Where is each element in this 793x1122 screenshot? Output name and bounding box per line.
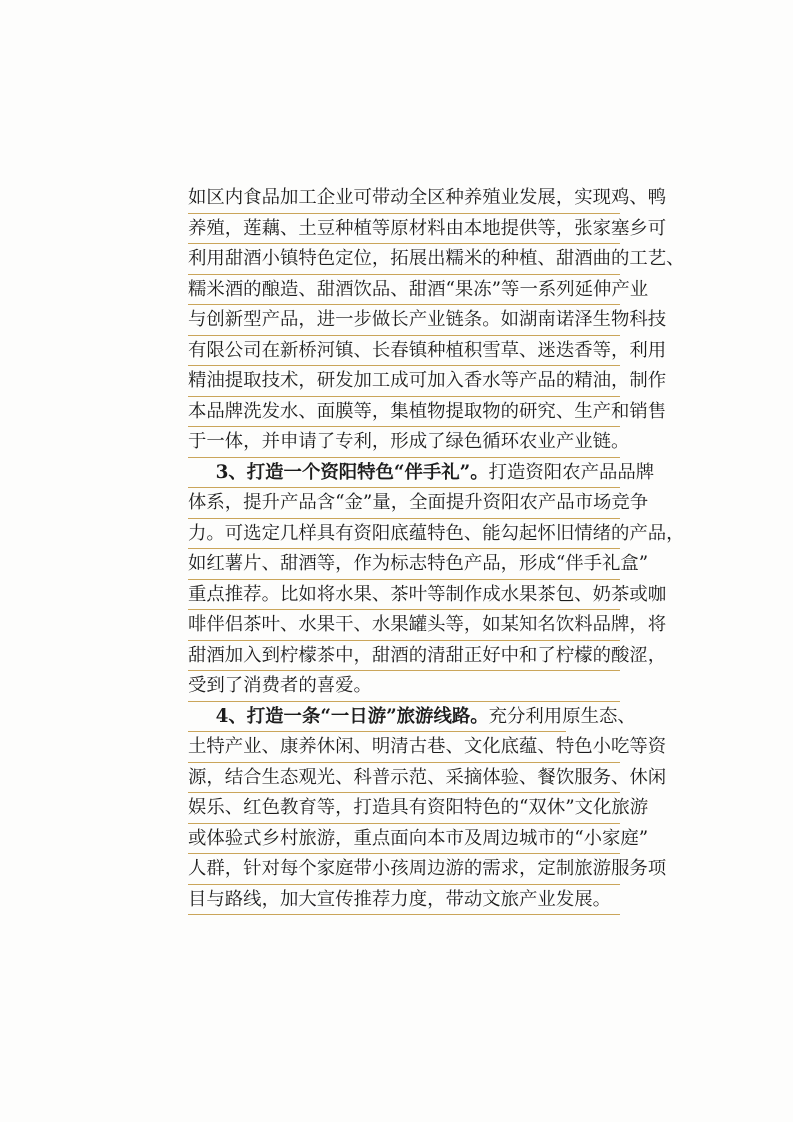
paragraph-line: 力。可选定几样具有资阳底蕴特色、能勾起怀旧情绪的产品， [188, 519, 620, 550]
paragraph-line: 土特产业、康养休闲、明清古巷、文化底蕴、特色小吃等资 [188, 732, 620, 763]
paragraph-line: 养殖，莲藕、土豆种植等原材料由本地提供等，张家塞乡可 [188, 214, 620, 245]
section-3-heading: 3、打造一个资阳特色“伴手礼”。 [215, 461, 489, 483]
paragraph-line: 利用甜酒小镇特色定位，拓展出糯米的种植、甜酒曲的工艺、 [188, 244, 620, 275]
paragraph-line: 本品牌洗发水、面膜等，集植物提取物的研究、生产和销售 [188, 397, 620, 428]
paragraph-line: 精油提取技术，研发加工成可加入香水等产品的精油，制作 [188, 366, 620, 397]
paragraph-line: 重点推荐。比如将水果、茶叶等制作成水果茶包、奶茶或咖 [188, 580, 620, 611]
paragraph-line: 如红薯片、甜酒等，作为标志特色产品，形成“伴手礼盒” [188, 549, 620, 580]
paragraph-line: 受到了消费者的喜爱。 [188, 671, 620, 702]
body-text [188, 183, 685, 915]
paragraph-line: 于一体，并申请了专利，形成了绿色循环农业产业链。 [188, 427, 620, 458]
section-4-first-line [188, 702, 636, 733]
paragraph-line: 娱乐、红色教育等，打造具有资阳特色的“双休”文化旅游 [188, 793, 620, 824]
section-3-lead: 打造资阳农产品品牌 [488, 461, 655, 483]
paragraph-line: 如区内食品加工企业可带动全区种养殖业发展，实现鸡、鸭 [188, 183, 620, 214]
paragraph-line: 糯米酒的酿造、甜酒饮品、甜酒“果冻”等一系列延伸产业 [188, 275, 620, 306]
paragraph-line: 与创新型产品，进一步做长产业链条。如湖南诺泽生物科技 [188, 305, 620, 336]
paragraph-line: 目与路线，加大宣传推荐力度，带动文旅产业发展。 [188, 885, 620, 916]
paragraph-line: 啡伴侣茶叶、水果干、水果罐头等，如某知名饮料品牌，将 [188, 610, 620, 641]
paragraph-line: 有限公司在新桥河镇、长春镇种植积雪草、迷迭香等，利用 [188, 336, 620, 367]
paragraph-line: 人群，针对每个家庭带小孩周边游的需求，定制旅游服务项 [188, 854, 620, 885]
section-3-first-line [188, 458, 655, 489]
section-4-heading: 4、打造一条“一日游”旅游线路。 [215, 705, 489, 727]
section-4-lead: 充分利用原生态、 [488, 705, 636, 727]
paragraph-line: 或体验式乡村旅游，重点面向本市及周边城市的“小家庭” [188, 824, 620, 855]
paragraph-line: 体系，提升产品含“金”量，全面提升资阳农产品市场竞争 [188, 488, 620, 519]
paragraph-line: 源，结合生态观光、科普示范、采摘体验、餐饮服务、休闲 [188, 763, 620, 794]
paragraph-line: 甜酒加入到柠檬茶中，甜酒的清甜正好中和了柠檬的酸涩， [188, 641, 620, 672]
